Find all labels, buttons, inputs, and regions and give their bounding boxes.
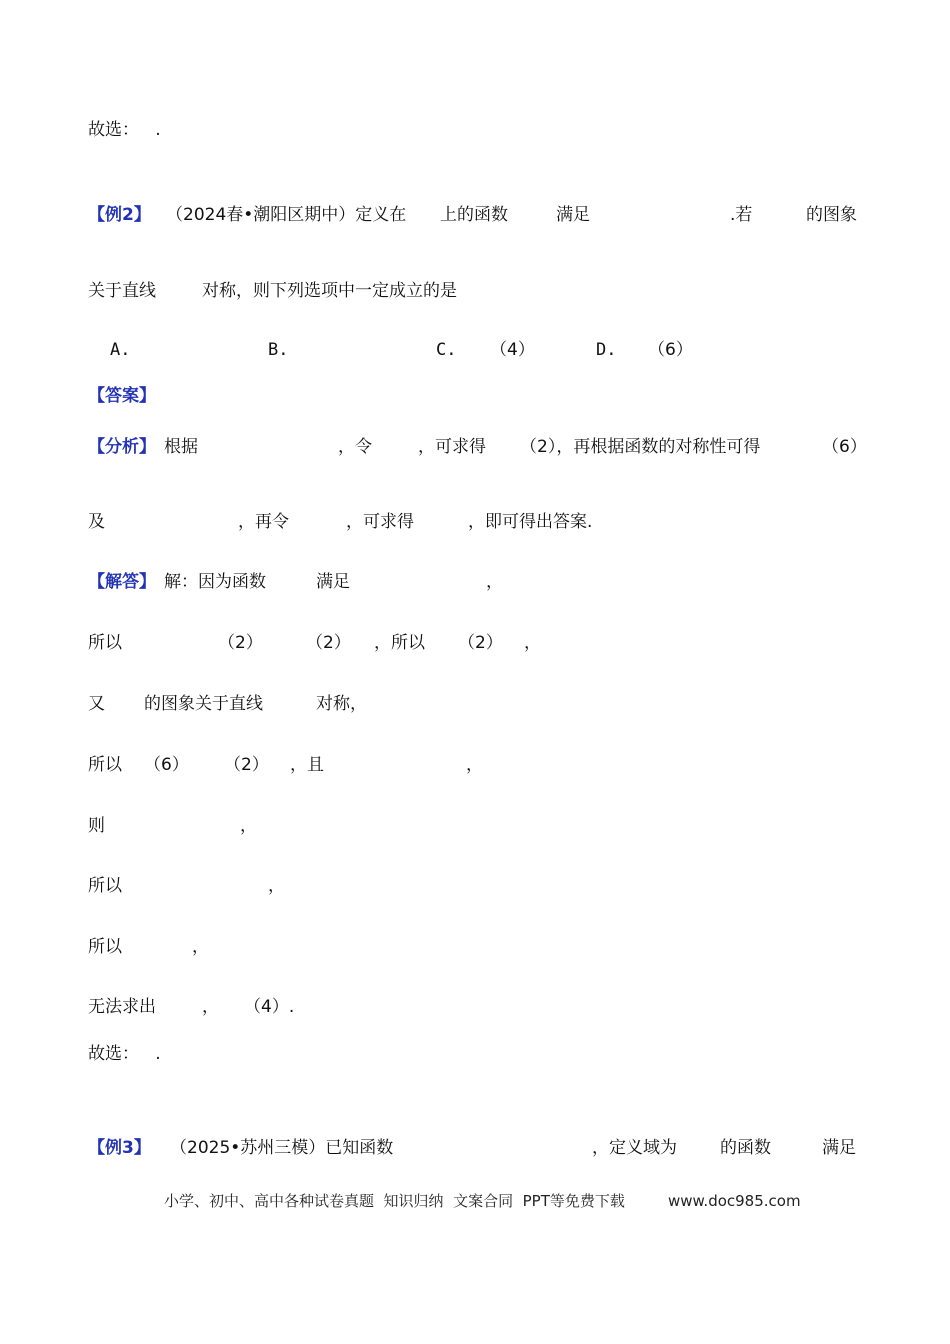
text: ， [268,876,285,896]
answer-line [0,382,950,410]
text: 又 [88,694,105,714]
text: ，可求得 [418,437,486,457]
text: （2），再根据函数的对称性可得 [520,437,761,457]
text: 所以 [88,876,122,896]
text: （2） [218,633,263,653]
text: ， [466,755,483,775]
example-3-tag: 【例3】 [88,1138,151,1158]
example-2-line-2 [0,277,950,305]
solution-line-6 [0,872,950,900]
example-2-tag: 【例2】 [88,205,151,225]
text: 对称， [316,694,367,714]
footer-link[interactable]: www.doc985.com [668,1192,801,1210]
solution-line [0,568,950,596]
example-3-line [0,1134,950,1162]
text: 满足 [822,1138,856,1158]
text: 故选： . [88,1044,161,1064]
text: 所以 [88,755,122,775]
solution-line-4 [0,751,950,779]
text: 故选： . [88,120,161,140]
text: ，定义域为 [592,1138,677,1158]
text: 及 [88,512,105,532]
option-c-value: （4） [490,340,535,360]
text: （2024春•潮阳区期中）定义在 [166,205,407,225]
text: 所以 [88,937,122,957]
text: 的图象 [806,205,857,225]
text: （6） [144,755,189,775]
text: .若 [730,205,753,225]
text: （4）. [244,997,295,1017]
text: （2025•苏州三模）已知函数 [170,1138,394,1158]
text: ，所以 [374,633,425,653]
analysis-line-2 [0,508,950,536]
text: （2） [458,633,503,653]
answer-choice-line [0,116,950,144]
text: ，可求得 [346,512,414,532]
text: （6） [822,437,867,457]
options-line [0,336,950,364]
footer-text: 小学、初中、高中各种试卷真题 知识归纳 文案合同 PPT等免费下载 [164,1192,625,1210]
text: ，再令 [238,512,289,532]
text: ，且 [290,755,324,775]
analysis-line [0,433,950,461]
solution-line-8 [0,993,950,1021]
solution-tag: 【解答】 [88,572,156,592]
text: （2） [224,755,269,775]
option-c: C. [436,340,457,360]
text: ，即可得出答案. [468,512,593,532]
text: 上的函数 [440,205,508,225]
text: 的函数 [720,1138,771,1158]
text: 根据 [164,437,198,457]
page-footer [0,1188,950,1214]
solution-line-5 [0,812,950,840]
text: 的图象关于直线 [144,694,263,714]
example-2-line [0,201,950,229]
option-d: D. [596,340,617,360]
text: 满足 [556,205,590,225]
text: ， [486,572,503,592]
option-b: B. [268,340,289,360]
solution-line-7 [0,933,950,961]
text: ，令 [338,437,372,457]
text: ， [524,633,541,653]
text: 无法求出 [88,997,156,1017]
text: ， [192,937,209,957]
text: ， [240,816,257,836]
analysis-tag: 【分析】 [88,437,156,457]
option-a: A. [110,340,131,360]
option-d-value: （6） [648,340,693,360]
text: 对称，则下列选项中一定成立的是 [202,281,457,301]
text: 关于直线 [88,281,156,301]
answer-tag: 【答案】 [88,386,156,406]
text: 满足 [316,572,350,592]
text: 解：因为函数 [164,572,266,592]
text: 所以 [88,633,122,653]
text: （2） [306,633,351,653]
text: ， [202,997,219,1017]
solution-line-3 [0,690,950,718]
solution-line-2 [0,629,950,657]
text: 则 [88,816,105,836]
answer-choice-line-2 [0,1040,950,1068]
